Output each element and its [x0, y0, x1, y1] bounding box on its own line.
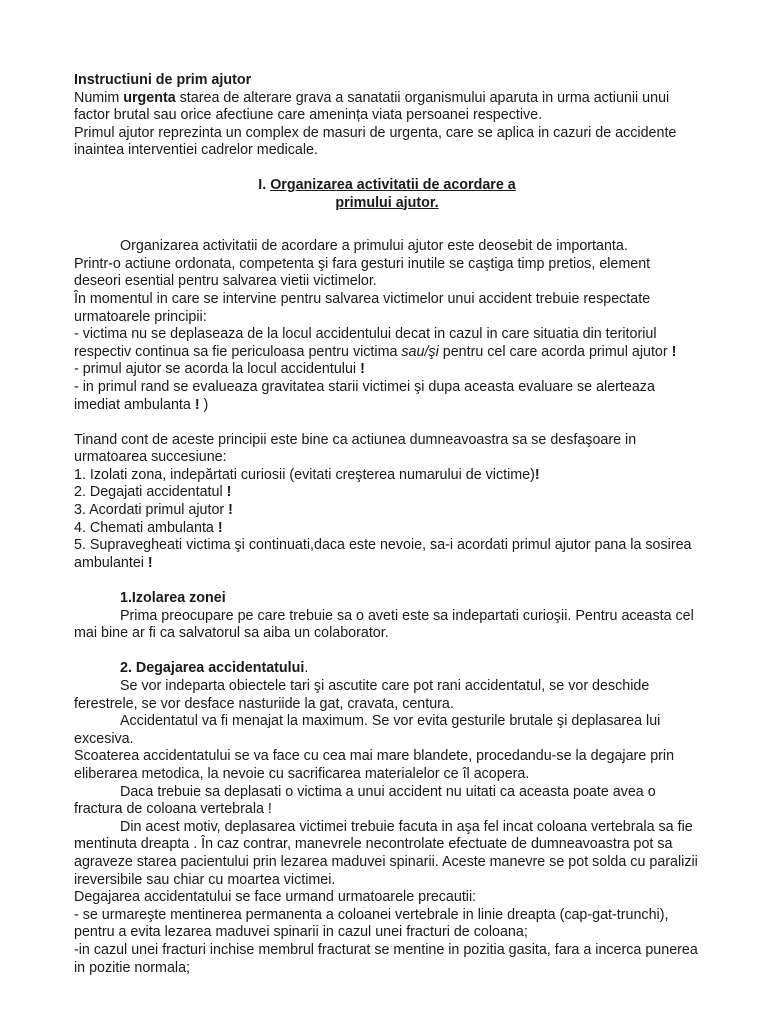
exclamation: !	[360, 361, 365, 378]
principle-text: )	[199, 396, 209, 413]
step-text: 3. Acordati primul ajutor	[74, 502, 229, 519]
section-1-heading	[74, 177, 700, 212]
degajare-heading-dot: .	[304, 660, 309, 677]
exclamation: !	[217, 519, 223, 536]
exclamation: !	[226, 484, 232, 501]
term-urgenta: urgenta	[123, 89, 176, 106]
exclamation: !	[534, 466, 540, 483]
step-2	[74, 484, 700, 502]
step-4	[74, 520, 700, 538]
intro-text: starea de alterare grava a sanatatii organismului aparuta in urma actiunii unui factor brutal sau orice afectiune care amenința viata persoanei respective.	[74, 89, 670, 124]
document-title: Instructiuni de prim ajutor	[74, 72, 252, 88]
org-paragraph-3: În momentul in care se intervine pentru salvarea victimelor unui accident trebuie respectate urmatoarele principii:	[74, 290, 651, 325]
intro-paragraph-2: Primul ajutor reprezinta un complex de masuri de urgenta, care se aplica in cazuri de accidente inaintea interventiei cadrelor medicale.	[74, 124, 677, 159]
exclamation: !	[194, 396, 200, 413]
degajare-paragraph-6: Degajarea accidentatului se face urmand urmatoarele precautii:	[74, 889, 477, 906]
exclamation: !	[671, 343, 677, 360]
degajare-paragraph-8: -in cazul unei fracturi inchise membrul fracturat se mentine in pozitia gasita, fara a incerca punerea in pozitie normala;	[74, 941, 698, 976]
step-text: 5. Supravegheati victima şi continuati,daca este nevoie, sa-i acordati primul ajutor pana la sosirea ambulantei	[74, 537, 692, 571]
exclamation: !	[147, 554, 153, 571]
principle-italic: sau/şi	[401, 343, 439, 360]
izolare-paragraph: Prima preocupare pe care trebuie sa o aveti este sa indepartati curioşii. Pentru aceasta cel mai bine ar fi ca salvatorul sa aiba un colaborator.	[74, 607, 694, 642]
principle-text: pentru cel care acorda primul ajutor	[438, 343, 672, 360]
principle-1	[74, 326, 700, 361]
steps-lead: Tinand cont de aceste principii este bine ca actiunea dumneavoastra sa se desfaşoare in urmatoarea succesiune:	[74, 431, 637, 466]
degajare-heading-text: 2. Degajarea accidentatului	[120, 660, 305, 677]
step-text: 4. Chemati ambulanta	[74, 519, 218, 536]
degajare-paragraph-5: Din acest motiv, deplasarea victimei trebuie facuta in aşa fel incat coloana vertebrala sa fie mentinuta dreapta . În caz contrar, manevrele necontrolate efectuate de dumneavoastra pot sa agraveze starea pacientului prin lezarea maduvei spinarii. Aceste manevre se pot solda cu paralizii ireversibile sau chiar cu moartea victimei.	[74, 818, 698, 888]
step-1	[74, 467, 700, 485]
step-text: 1. Izolati zona, indepărtati curiosii (evitati creşterea numarului de victime)	[74, 466, 535, 483]
step-5	[74, 537, 700, 572]
org-paragraph-1: Organizarea activitatii de acordare a primului ajutor este deosebit de importanta.	[120, 238, 628, 255]
step-text: 2. Degajati accidentatul	[74, 484, 227, 501]
degajare-paragraph-3: Scoaterea accidentatului se va face cu cea mai mare blandete, procedandu-se la degajare prin eliberarea metodica, la nevoie cu sacrificarea materialelor ce îl acopera.	[74, 748, 675, 782]
section-1-title-line-2: primului ajutor.	[335, 194, 439, 211]
principle-3	[74, 379, 700, 414]
principle-2	[74, 361, 700, 379]
intro-paragraph-1	[74, 90, 700, 125]
degajare-paragraph-7: - se urmareşte mentinerea permanenta a coloanei vertebrale in linie dreapta (cap-gat-trunchi), pentru a evita lezarea maduvei spinarii in cazul unei fracturi de coloana;	[74, 906, 669, 941]
principle-text: - primul ajutor se acorda la locul accidentului	[74, 361, 361, 378]
step-3	[74, 502, 700, 520]
intro-text: Numim	[74, 89, 124, 106]
section-1-title-line-1: Organizarea activitatii de acordare a	[270, 176, 516, 193]
principle-text: - in primul rand se evalueaza gravitatea starii victimei şi dupa aceasta evaluare se alerteaza imediat ambulanta	[74, 378, 655, 413]
org-paragraph-2: Printr-o actiune ordonata, competenta şi fara gesturi inutile se caştiga timp pretios, element deseori esential pentru salvarea vietii victimelor.	[74, 255, 651, 290]
izolare-heading: 1.Izolarea zonei	[120, 590, 226, 607]
degajare-paragraph-4: Daca trebuie sa deplasati o victima a unui accident nu uitati ca aceasta poate avea o fractura de coloana vertebrala !	[74, 783, 656, 818]
section-1-number: I.	[258, 176, 271, 193]
principle-text: - victima nu se deplaseaza de la locul accidentului decat in cazul in care situatia din teritoriul respectiv continua sa fie periculoasa pentru victima	[74, 326, 657, 360]
degajare-paragraph-1: Se vor indeparta obiectele tari şi ascutite care pot rani accidentatul, se vor deschide ferestrele, se vor desface nasturiide la gat, cravata, centura.	[74, 678, 650, 712]
degajare-paragraph-2: Accidentatul va fi menajat la maximum. Se vor evita gesturile brutale şi deplasarea lui excesiva.	[74, 713, 661, 747]
exclamation: !	[228, 502, 233, 519]
degajare-heading	[74, 660, 700, 678]
